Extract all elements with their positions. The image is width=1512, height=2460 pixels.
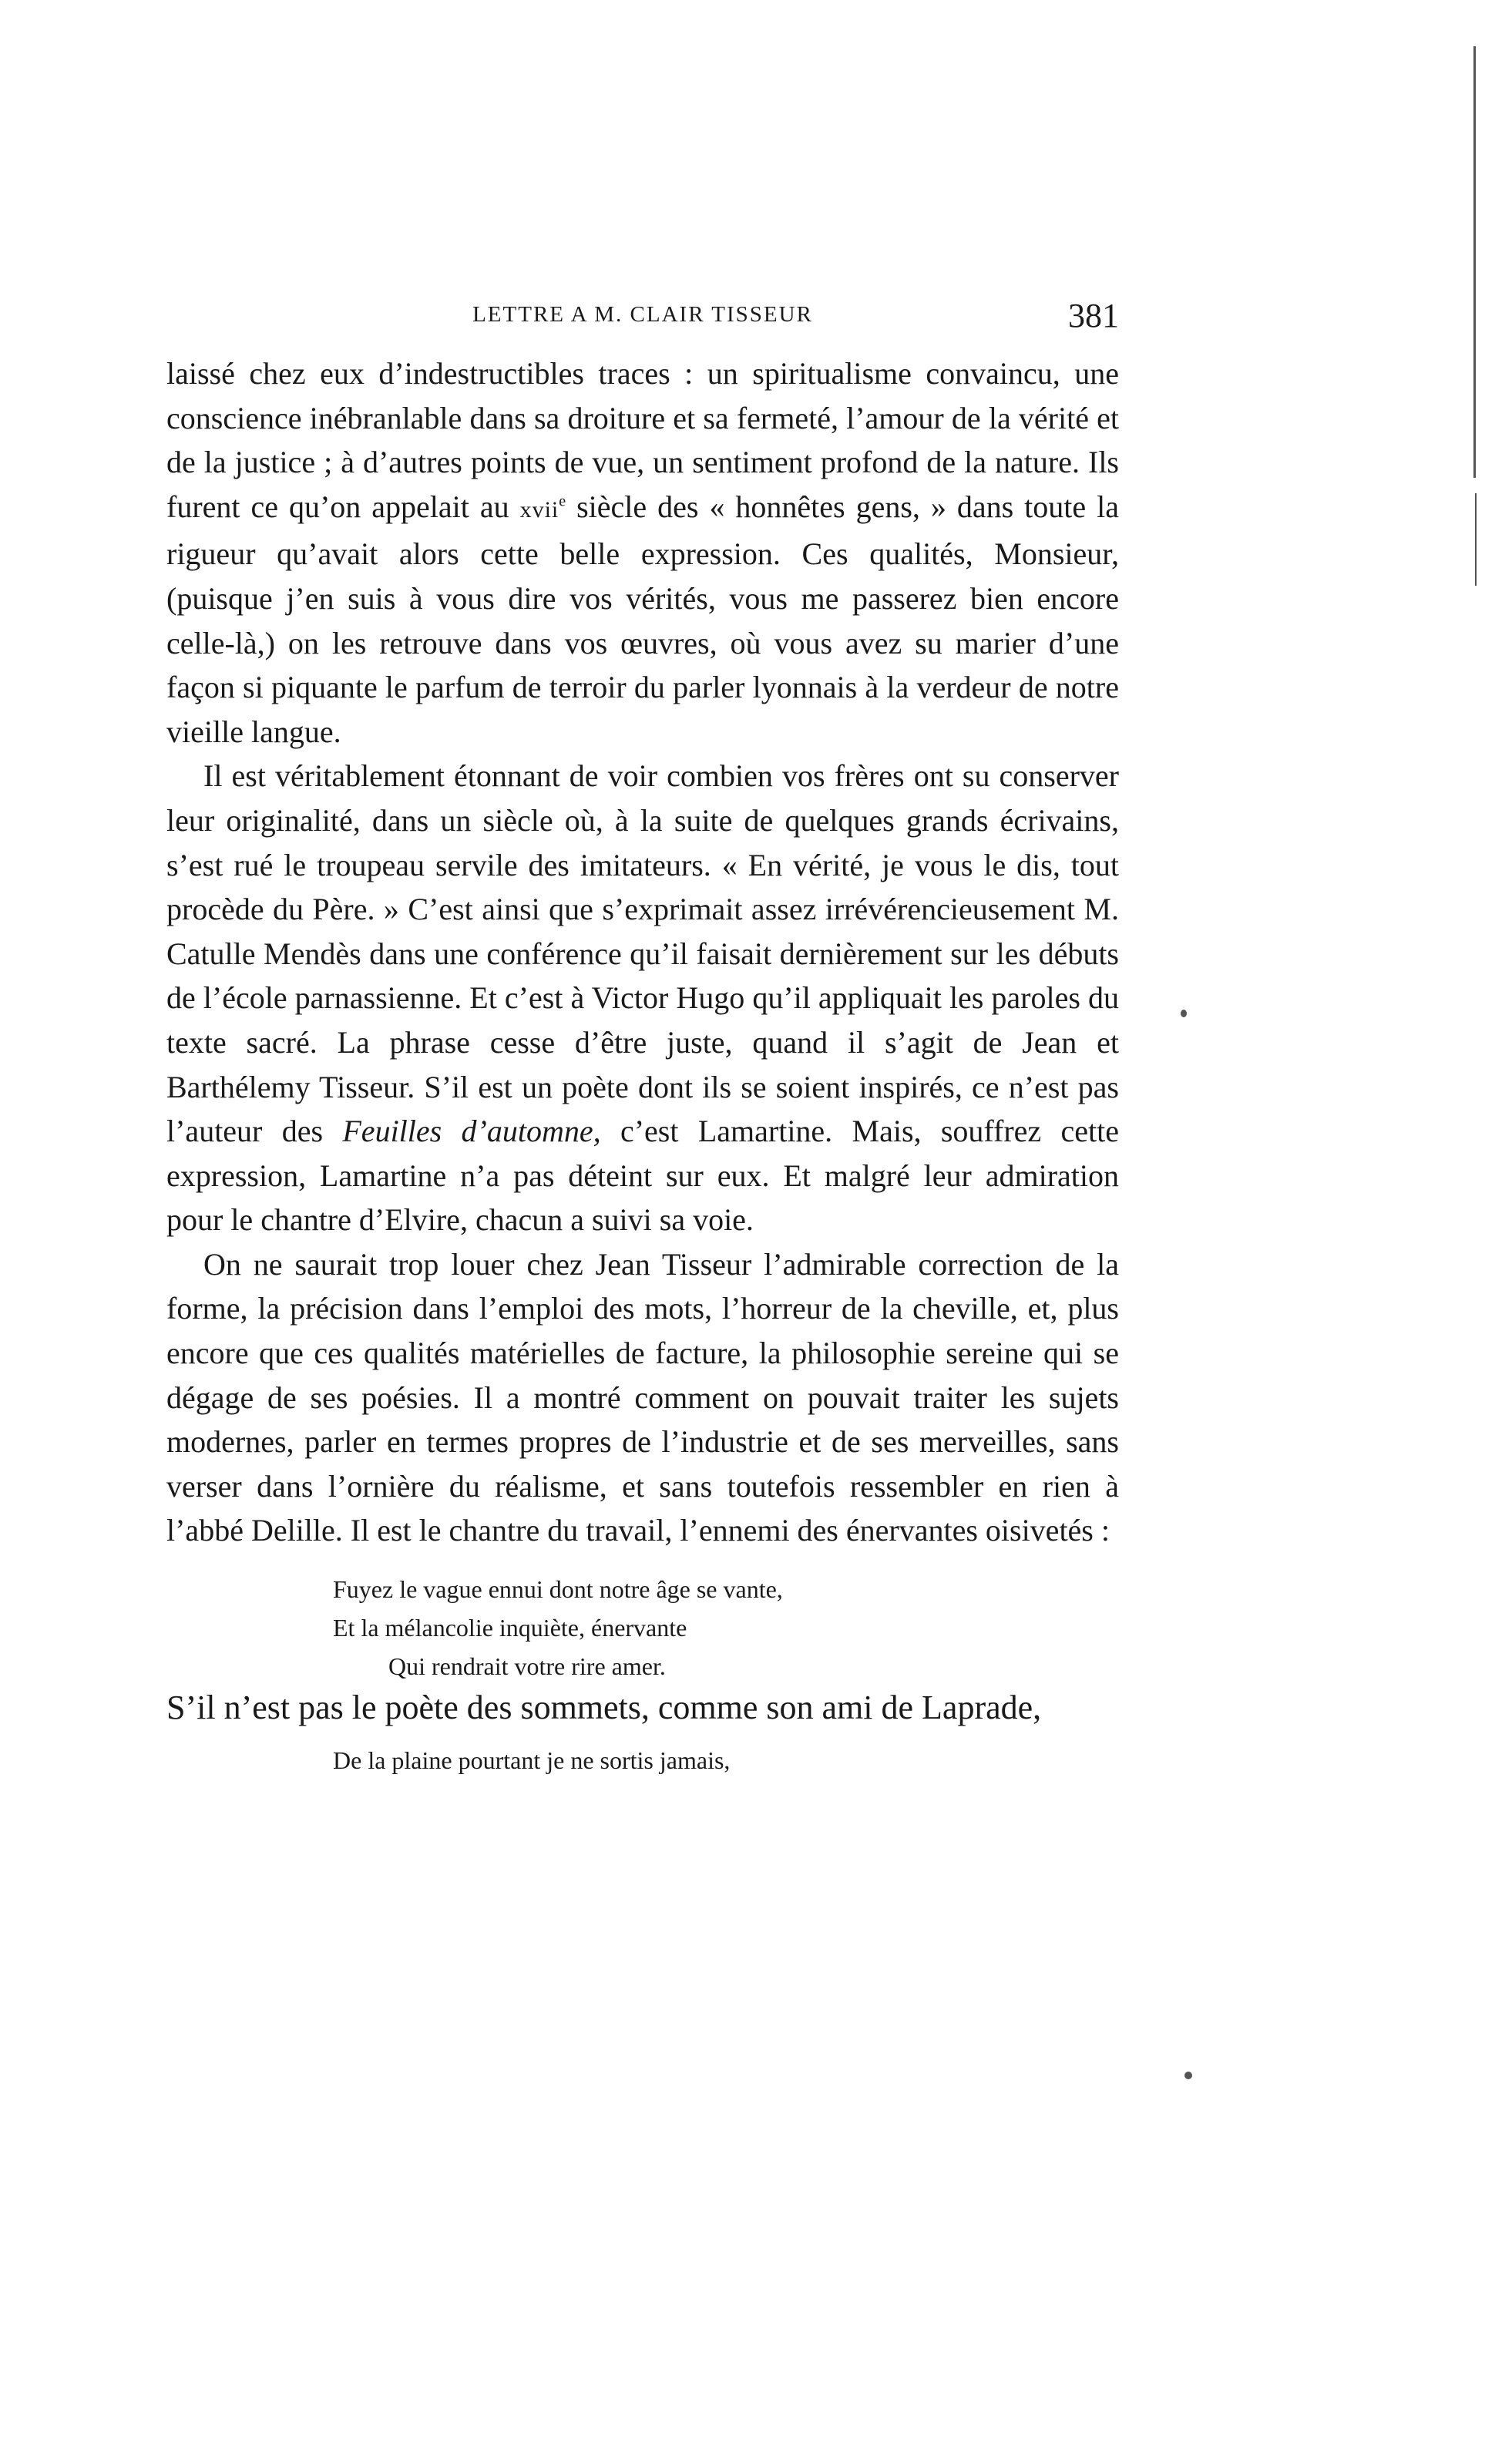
paragraph-2 xyxy=(166,754,1119,1242)
paragraph-4: S’il n’est pas le poète des sommets, comme son ami de Laprade, xyxy=(166,1689,1042,1727)
verse-line: Qui rendrait votre rire amer. xyxy=(388,1652,666,1681)
paragraph-1-part-a: laissé chez eux d’indestructibles traces : un spiritualisme convaincu, une conscience inébranlable dans sa droiture et sa fermeté, l’amour de la vérité et de la justice ; à d’autres points de vue, un sentiment profond de la nature. Ils furent ce qu’on appelait au xyxy=(166,356,1119,524)
paragraph-1-part-b: siècle des « honnêtes gens, » dans toute la rigueur qu’avait alors cette belle expression. Ces qualités, Monsieur, (puisque j’en suis à vous dire vos vérités, vous me passerez bien encore celle-là,) on les retrouve dans vos œuvres, où vous avez su marier d’une façon si piquante le parfum de terroir du parler lyonnais à la verdeur de notre vieille langue. xyxy=(166,489,1119,749)
scan-edge-mark xyxy=(1473,46,1476,478)
book-title-italic: Feuilles d’automne, xyxy=(342,1114,601,1149)
century-numeral: xvii xyxy=(519,496,559,523)
paragraph-2-part-a: Il est véritablement étonnant de voir combien vos frères ont su conserver leur originalité, dans un siècle où, à la suite de quelques grands écrivains, s’est rué le troupeau servile des imitateurs. « En vérité, je vous le dis, tout procède du Père. » C’est ainsi que s’exprimait assez irrévérencieusement M. Catulle Mendès dans une conférence qu’il faisait dernièrement sur les débuts de l’école parnassienne. Et c’est à Victor Hugo qu’il appliquait les paroles du texte sacré. La phrase cesse d’être juste, quand il s’agit de Jean et Barthélemy Tisseur. S’il est un poète dont ils se soient inspirés, ce n’est pas l’auteur des xyxy=(166,758,1119,1149)
page-header xyxy=(166,296,1119,342)
verse-line: Et la mélancolie inquiète, énervante xyxy=(333,1614,687,1642)
body-text xyxy=(166,351,1119,1779)
page-number: 381 xyxy=(1068,297,1119,334)
verse-quote-1 xyxy=(333,1570,1119,1685)
verse-quote-2 xyxy=(333,1741,1119,1779)
paragraph-2-part-b: c’est Lamartine. Mais, souffrez cette expression, Lamartine n’a pas déteint sur eux. Et malgré leur admiration pour le chantre d’Elvire, chacun a suivi sa voie. xyxy=(166,1114,1119,1238)
running-title: LETTRE A M. CLAIR TISSEUR xyxy=(472,302,813,327)
verse-line: De la plaine pourtant je ne sortis jamais, xyxy=(333,1746,731,1774)
verse-line: Fuyez le vague ennui dont notre âge se vante, xyxy=(333,1575,783,1604)
scan-edge-mark xyxy=(1184,2072,1192,2079)
scan-edge-mark xyxy=(1475,493,1477,586)
paragraph-3: On ne saurait trop louer chez Jean Tisseur l’admirable correction de la forme, la précision dans l’emploi des mots, l’horreur de la cheville, et, plus encore que ces qualités matérielles de facture, la philosophie sereine qui se dégage de ses poésies. Il a montré comment on pouvait traiter les sujets modernes, parler en termes propres de l’industrie et de ses merveilles, sans verser dans l’ornière du réalisme, et sans toutefois ressembler en rien à l’abbé Delille. Il est le chantre du travail, l’ennemi des énervantes oisivetés : xyxy=(166,1246,1119,1548)
paragraph-1 xyxy=(166,351,1119,754)
century-superscript: e xyxy=(559,492,566,510)
scan-edge-mark xyxy=(1181,1010,1187,1017)
